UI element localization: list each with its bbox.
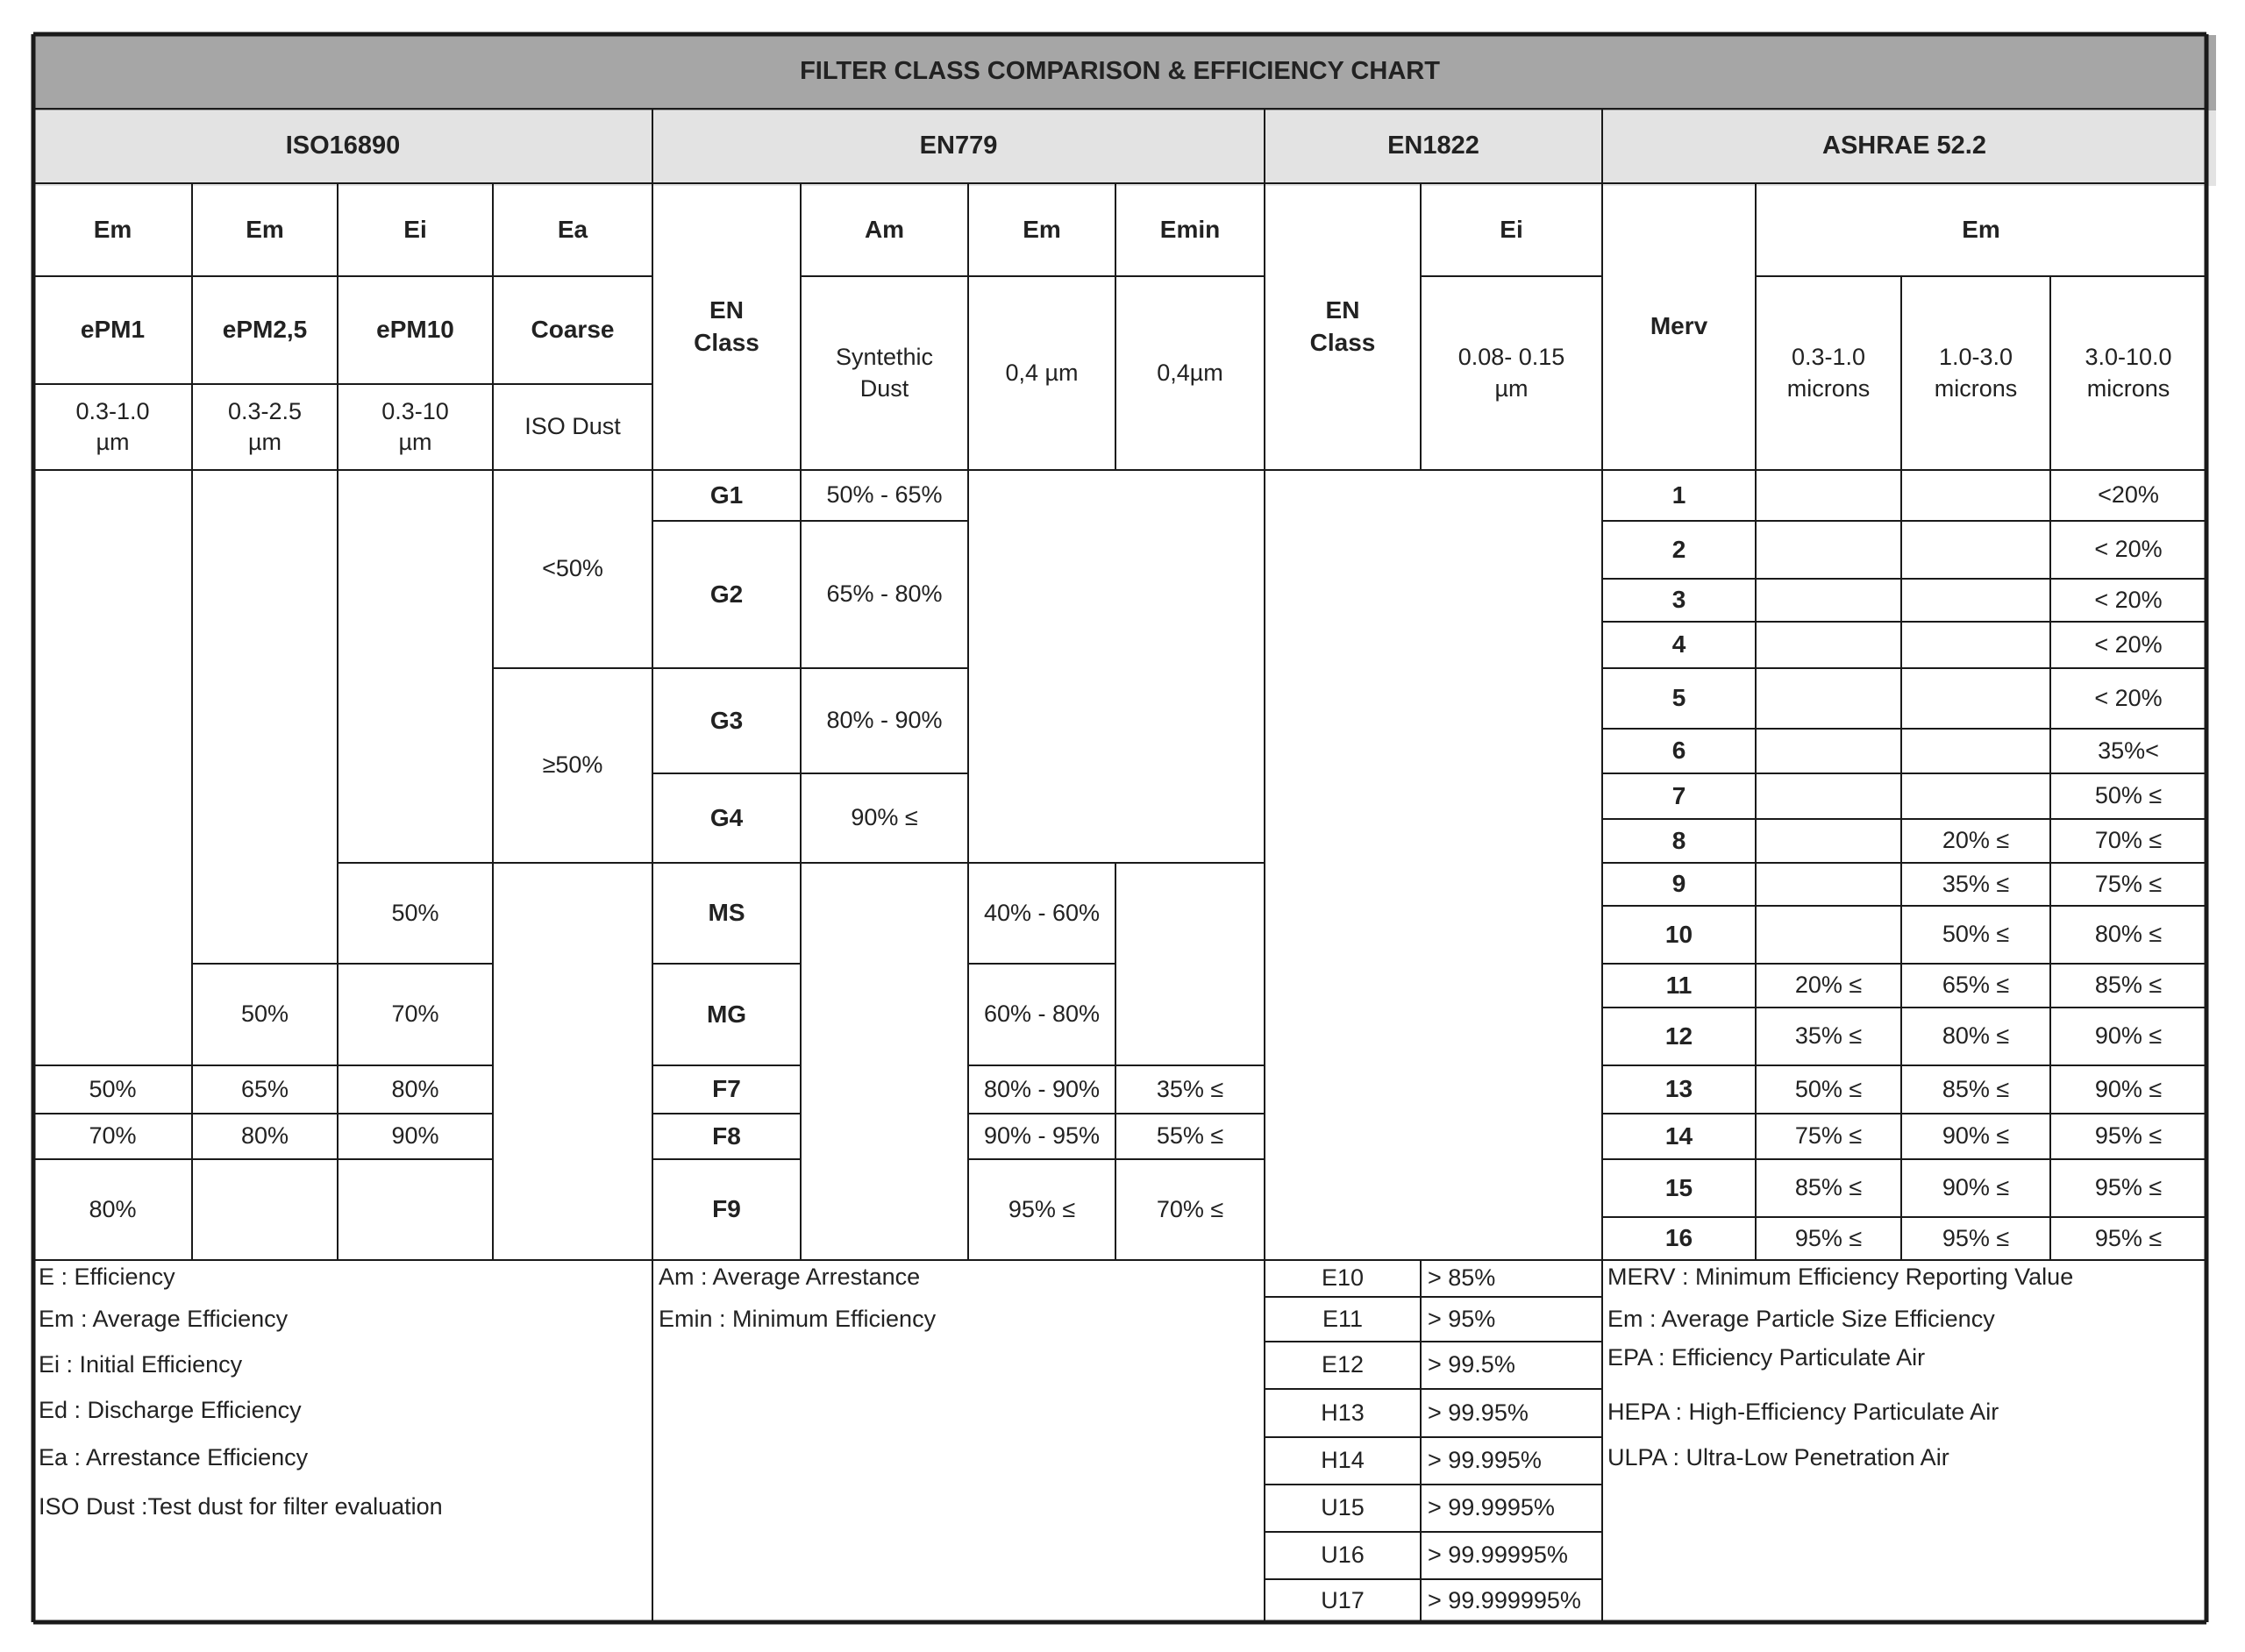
legend-item-iso: Ed : Discharge Efficiency xyxy=(39,1397,302,1423)
iso-header-class: ePM10 xyxy=(376,316,454,344)
en779-emin-value: 70% ≤ xyxy=(1156,1195,1224,1222)
legend-item-ashrae: EPA : Efficiency Particulate Air xyxy=(1607,1344,1926,1371)
iso-header-metric: Ea xyxy=(557,215,588,243)
iso-header-range: 0.3-10 µm xyxy=(381,397,449,455)
iso-value: 65% xyxy=(240,1075,289,1102)
group-header-ashrae: ASHRAE 52.2 xyxy=(1822,131,1986,160)
en779-am-value: 50% - 65% xyxy=(826,481,943,509)
iso-header-range: ISO Dust xyxy=(524,413,621,440)
legend-item-ashrae: MERV : Minimum Efficiency Reporting Value xyxy=(1607,1264,2074,1290)
merv-rating: 16 xyxy=(1664,1224,1693,1252)
en1822-class-label: E12 xyxy=(1321,1351,1365,1378)
group-header-en779: EN779 xyxy=(919,131,998,160)
iso-header-metric: Em xyxy=(246,215,284,243)
iso-header-class: ePM2,5 xyxy=(222,316,308,344)
en1822-class-label: E10 xyxy=(1321,1264,1365,1292)
ashrae-value: 80% ≤ xyxy=(1942,1022,2010,1050)
iso-epm10-value: 50% xyxy=(391,899,439,926)
en1822-value: > 99.99995% xyxy=(1428,1542,1568,1569)
iso-coarse-value: ≥50% xyxy=(542,751,603,779)
merv-rating: 9 xyxy=(1671,870,1686,898)
en779-header-range: 0,4µm xyxy=(1157,359,1223,386)
ashrae-value: 20% ≤ xyxy=(1794,972,1863,999)
iso-value: 90% xyxy=(391,1122,439,1150)
en779-emin-value: 55% ≤ xyxy=(1156,1122,1224,1150)
ashrae-value: 65% ≤ xyxy=(1942,972,2010,999)
en1822-header-class: EN Class xyxy=(1309,296,1376,356)
ashrae-value: 20% ≤ xyxy=(1942,827,2010,854)
ashrae-value: <20% xyxy=(2098,481,2159,509)
en1822-value: > 95% xyxy=(1428,1305,1496,1332)
en779-header-range: 0,4 µm xyxy=(1005,359,1079,386)
merv-rating: 13 xyxy=(1664,1075,1693,1103)
iso-header-range: 0.3-1.0 µm xyxy=(75,397,150,455)
en779-emin-value: 35% ≤ xyxy=(1156,1075,1224,1102)
en779-header-metric: Emin xyxy=(1159,215,1221,243)
en1822-value: > 99.5% xyxy=(1428,1351,1515,1378)
en779-em-value: 40% - 60% xyxy=(983,899,1101,926)
ashrae-value: < 20% xyxy=(2094,630,2163,658)
ashrae-value: 95% ≤ xyxy=(2094,1224,2163,1251)
en779-em-value: 90% - 95% xyxy=(983,1122,1101,1150)
iso-value: 80% xyxy=(391,1075,439,1102)
merv-rating: 7 xyxy=(1671,781,1686,809)
ashrae-value: 35% ≤ xyxy=(1942,870,2010,897)
merv-rating: 11 xyxy=(1665,971,1693,999)
legend-item-iso: ISO Dust :Test dust for filter evaluation xyxy=(39,1493,443,1520)
merv-rating: 2 xyxy=(1671,535,1686,563)
legend-item-iso: Ea : Arrestance Efficiency xyxy=(39,1444,309,1470)
merv-rating: 5 xyxy=(1671,684,1686,712)
en779-class-label: F9 xyxy=(712,1195,741,1223)
en779-em-value: 60% - 80% xyxy=(983,1000,1101,1028)
en779-em-value: 80% - 90% xyxy=(983,1075,1101,1102)
en1822-value: > 85% xyxy=(1428,1264,1496,1292)
en779-class-label: F7 xyxy=(712,1075,741,1103)
ashrae-value: 75% ≤ xyxy=(2094,870,2163,897)
en779-class-label: G4 xyxy=(709,803,744,831)
merv-rating: 15 xyxy=(1664,1173,1693,1201)
iso-header-class: ePM1 xyxy=(80,316,146,344)
en779-header-metric: Am xyxy=(864,215,905,243)
en1822-value: > 99.9995% xyxy=(1428,1494,1555,1521)
iso-coarse-value: <50% xyxy=(542,555,603,582)
en1822-class-label: U16 xyxy=(1321,1542,1365,1569)
ashrae-value: < 20% xyxy=(2094,536,2163,563)
ashrae-value: 35%< xyxy=(2098,737,2159,764)
legend-item-iso: Em : Average Efficiency xyxy=(39,1306,289,1332)
iso-header-metric: Ei xyxy=(403,215,427,243)
en779-header-class: EN Class xyxy=(694,296,759,356)
ashrae-header-range: 1.0-3.0 microns xyxy=(1934,344,2018,402)
ashrae-value: 85% ≤ xyxy=(1942,1075,2010,1102)
merv-rating: 3 xyxy=(1671,586,1686,614)
en779-am-value: 80% - 90% xyxy=(826,707,943,734)
en1822-class-label: U15 xyxy=(1321,1494,1365,1521)
legend-item-ashrae: ULPA : Ultra-Low Penetration Air xyxy=(1607,1444,1949,1470)
legend-item-iso: E : Efficiency xyxy=(39,1264,175,1290)
iso-header-metric: Em xyxy=(93,215,132,243)
merv-rating: 1 xyxy=(1671,481,1686,509)
ashrae-value: 95% ≤ xyxy=(1794,1224,1863,1251)
merv-rating: 8 xyxy=(1671,826,1686,854)
merv-rating: 6 xyxy=(1671,737,1686,765)
ashrae-value: 95% ≤ xyxy=(1942,1224,2010,1251)
ashrae-value: 50% ≤ xyxy=(2094,782,2163,809)
ashrae-value: 50% ≤ xyxy=(1942,921,2010,948)
iso-value: 80% xyxy=(89,1195,137,1222)
en779-class-label: G3 xyxy=(709,706,744,734)
en779-class-label: G2 xyxy=(709,580,744,608)
merv-rating: 4 xyxy=(1671,630,1686,659)
en1822-header-range: 0.08- 0.15 µm xyxy=(1457,344,1565,402)
iso-epm25-value: 50% xyxy=(240,1000,289,1028)
en779-header-range: Syntethic Dust xyxy=(835,344,934,402)
legend-item-en779: Emin : Minimum Efficiency xyxy=(659,1306,937,1332)
ashrae-value: < 20% xyxy=(2094,586,2163,613)
iso-epm10-value: 70% xyxy=(391,1000,439,1028)
en779-am-value: 65% - 80% xyxy=(826,580,943,608)
iso-value: 70% xyxy=(89,1122,137,1150)
ashrae-header-merv: Merv xyxy=(1650,312,1708,340)
ashrae-header-metric: Em xyxy=(1962,215,2000,243)
ashrae-value: 95% ≤ xyxy=(2094,1174,2163,1201)
legend-item-ashrae: HEPA : High-Efficiency Particulate Air xyxy=(1607,1399,1999,1425)
en779-class-label: F8 xyxy=(712,1122,741,1150)
ashrae-value: 95% ≤ xyxy=(2094,1122,2163,1150)
ashrae-header-range: 0.3-1.0 microns xyxy=(1786,344,1871,402)
en1822-class-label: H13 xyxy=(1321,1399,1365,1426)
legend-item-iso: Ei : Initial Efficiency xyxy=(39,1351,243,1378)
merv-rating: 14 xyxy=(1664,1122,1693,1150)
iso-header-range: 0.3-2.5 µm xyxy=(227,397,303,455)
ashrae-value: 90% ≤ xyxy=(2094,1075,2163,1102)
group-header-iso16890: ISO16890 xyxy=(285,131,401,160)
en1822-class-label: E11 xyxy=(1322,1305,1364,1332)
chart-title: FILTER CLASS COMPARISON & EFFICIENCY CHART xyxy=(800,56,1440,85)
en1822-value: > 99.999995% xyxy=(1428,1586,1581,1613)
ashrae-value: 90% ≤ xyxy=(1942,1122,2010,1150)
ashrae-value: 90% ≤ xyxy=(2094,1022,2163,1050)
ashrae-value: 85% ≤ xyxy=(2094,972,2163,999)
ashrae-value: 50% ≤ xyxy=(1794,1075,1863,1102)
group-header-en1822: EN1822 xyxy=(1387,131,1479,160)
merv-rating: 10 xyxy=(1664,920,1693,948)
en779-em-value: 95% ≤ xyxy=(1008,1195,1076,1222)
ashrae-value: 70% ≤ xyxy=(2094,827,2163,854)
en779-class-label: MS xyxy=(708,899,745,927)
en1822-class-label: U17 xyxy=(1321,1586,1365,1613)
en1822-value: > 99.95% xyxy=(1428,1399,1529,1426)
merv-rating: 12 xyxy=(1664,1022,1693,1050)
en1822-class-label: H14 xyxy=(1321,1447,1365,1474)
legend-item-ashrae: Em : Average Particle Size Efficiency xyxy=(1607,1306,1995,1332)
iso-value: 80% xyxy=(240,1122,289,1150)
legend-item-en779: Am : Average Arrestance xyxy=(659,1264,921,1290)
ashrae-value: 35% ≤ xyxy=(1794,1022,1863,1050)
iso-header-class: Coarse xyxy=(531,316,615,344)
ashrae-value: 90% ≤ xyxy=(1942,1174,2010,1201)
iso-value: 50% xyxy=(89,1075,137,1102)
ashrae-value: 80% ≤ xyxy=(2094,921,2163,948)
ashrae-header-range: 3.0-10.0 microns xyxy=(2085,344,2172,402)
ashrae-value: < 20% xyxy=(2094,684,2163,711)
en779-am-value: 90% ≤ xyxy=(851,804,918,831)
en779-header-metric: Em xyxy=(1023,215,1061,243)
en1822-header-metric: Ei xyxy=(1500,215,1523,243)
en779-class-label: G1 xyxy=(709,481,744,509)
en779-class-label: MG xyxy=(706,1000,747,1028)
ashrae-value: 85% ≤ xyxy=(1794,1174,1863,1201)
en1822-value: > 99.995% xyxy=(1428,1447,1542,1474)
ashrae-value: 75% ≤ xyxy=(1794,1122,1863,1150)
